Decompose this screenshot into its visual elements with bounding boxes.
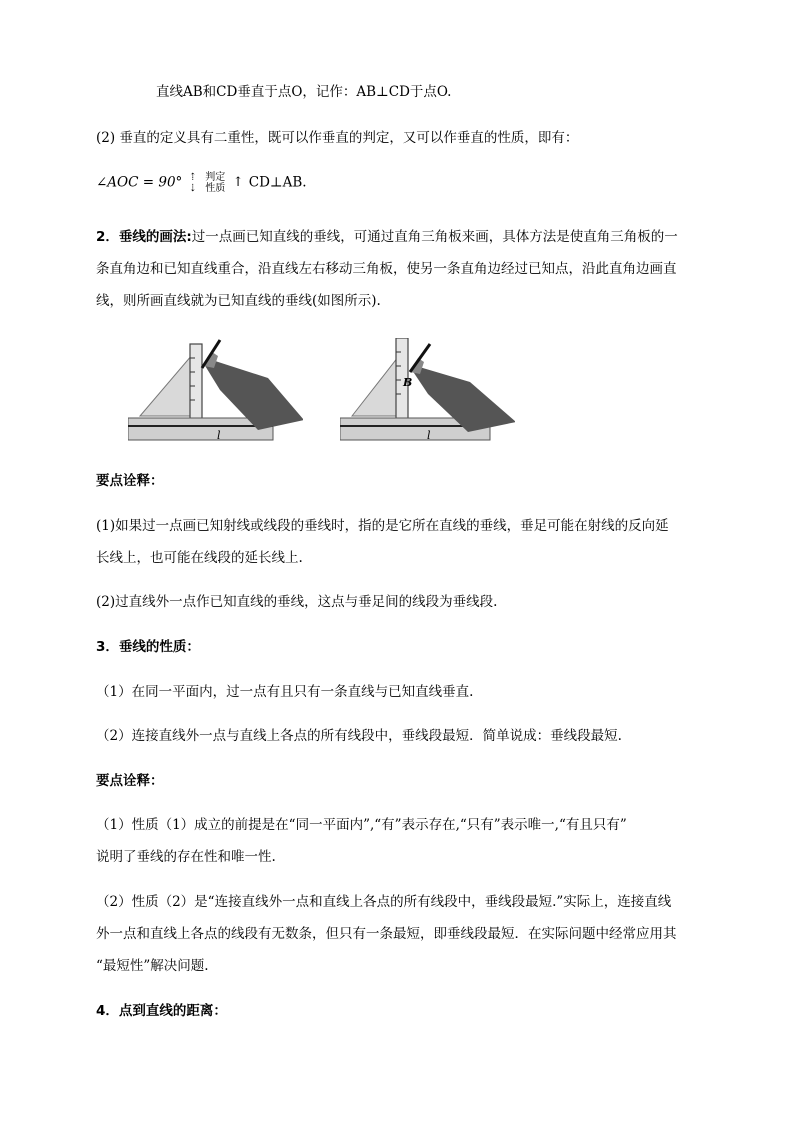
point-b-label: B [403,376,413,389]
section-heading: 要点诠释： [96,473,164,489]
judge-label: 判定 [205,172,226,183]
section-heading: 要点诠释： [96,773,164,789]
figure-drawing-2 [340,338,515,443]
text-line: 条直角边和已知直线重合，沿直线左右移动三角板，使另一条直角边经过已知点，沿此直角边画直 [96,261,677,277]
text-line: “最短性”解决问题. [96,958,209,974]
text-line: 线，则所画直线就为已知直线的垂线(如图所示). [96,293,381,309]
figure-drawing-1 [128,338,303,443]
double-arrow [189,172,197,194]
section-heading: 4．点到直线的距离： [96,1003,227,1019]
text-line: (2) 垂直的定义具有二重性，既可以作垂直的判定，又可以作垂直的性质，即有： [96,130,579,146]
up-arrow-icon: ⇡ [188,172,197,183]
text-line: （1）性质（1）成立的前提是在“同一平面内”,“有”表示存在,“只有”表示唯一,“有且只有” [96,817,627,833]
text-line: 说明了垂线的存在性和唯一性. [96,849,276,865]
section-heading: 2．垂线的画法: [96,229,192,245]
line-l-label: l [427,429,431,442]
down-arrow-icon: ⇣ [188,183,197,194]
section-text: 过一点画已知直线的垂线，可通过直角三角板来画，具体方法是使直角三角板的一 [191,229,678,245]
property-label: 性质 [205,183,226,194]
text-line: （1）在同一平面内，过一点有且只有一条直线与已知直线垂直. [96,684,474,700]
text-line: 外一点和直线上各点的线段有无数条，但只有一条最短，即垂线段最短．在实际问题中经常应用其 [96,926,677,942]
text-line: (2)过直线外一点作已知直线的垂线，这点与垂足间的线段为垂线段. [96,594,498,610]
line-l-label: l [217,429,221,442]
figure-row [128,338,528,443]
text-line: （2）性质（2）是“连接直线外一点和直线上各点的所有线段中，垂线段最短.”实际上，连接直线 [96,894,672,910]
up-arrow-icon: ↑ [232,175,244,190]
text-line: （2）连接直线外一点与直线上各点的所有线段中，垂线段最短．简单说成：垂线段最短. [96,728,622,744]
result-expression: CD⊥AB. [248,174,307,191]
angle-expression: ∠AOC = 90° [96,174,183,191]
text-line [96,228,678,246]
text-line: (1)如果过一点画已知射线或线段的垂线时，指的是它所在直线的垂线，垂足可能在射线的反向延 [96,518,669,534]
formula-line [96,172,307,194]
text-line: 直线AB和CD垂直于点O，记作：AB⊥CD于点O. [156,84,452,100]
section-heading: 3．垂线的性质： [96,639,200,655]
text-line: 长线上，也可能在线段的延长线上. [96,550,303,566]
arrow-labels [205,172,225,194]
